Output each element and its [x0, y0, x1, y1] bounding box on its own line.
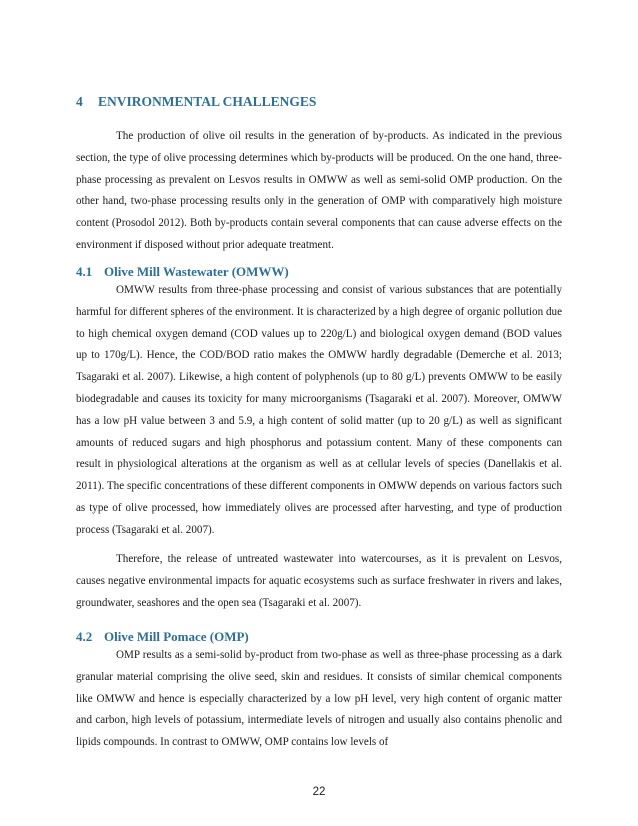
- subsection-number-omww: 4.1: [76, 264, 93, 279]
- section-heading: [76, 94, 316, 110]
- subsection-number-omp: 4.2: [76, 629, 93, 644]
- section-title: ENVIRONMENTAL CHALLENGES: [98, 94, 317, 109]
- subsection-title-omww: Olive Mill Wastewater (OMWW): [104, 264, 289, 279]
- omww-paragraph-2: Therefore, the release of untreated wastewater into watercourses, as it is prevalent on Lesvos, causes negative environmental impacts for aquatic ecosystems such as surface freshwater in rivers and lakes, groundwater, seashores and the open sea (Tsagaraki et al. 2007).: [76, 553, 562, 609]
- section-number: 4: [76, 94, 83, 109]
- omww-paragraph-1: OMWW results from three-phase processing and consist of various substances that are potentially harmful for different spheres of the environment. It is characterized by a high degree of organic pollution due to high chemical oxygen demand (COD values up to 220g/L) and biological oxygen demand (BOD values up to 170g/L). Hence, the COD/BOD ratio makes the OMWW hardly degradable (Demerche et al. 2013; Tsagaraki et al. 2007). Likewise, a high content of polyphenols (up to 80 g/L) prevents OMWW to be easily biodegradable and causes its toxicity for many microorganisms (Tsagaraki et al. 2007). Moreover, OMWW has a low pH value between 3 and 5.9, a high content of solid matter (up to 20 g/L) as well as significant amounts of reduced sugars and high phosphorus and potassium content. Many of these components can result in physiological alterations at the organism as well as at cellular levels of species (Danellakis et al. 2011). The specific concentrations of these different components in OMWW depends on various factors such as type of olive processed, how immediately olives are processed after harvesting, and type of production process (Tsagaraki et al. 2007).: [76, 284, 562, 536]
- page-number: 22: [312, 786, 326, 798]
- subsection-heading-omp: [76, 629, 249, 645]
- subsection-heading-omww: [76, 264, 289, 280]
- section-intro-paragraph: The production of olive oil results in the generation of by-products. As indicated in the previous section, the type of olive processing determines which by-products will be produced. On the one hand, three-phase processing as prevalent on Lesvos results in OMWW as well as semi-solid OMP production. On the other hand, two-phase processing results only in the generation of OMP with comparatively high moisture content (Prosodol 2012). Both by-products contain several components that can cause adverse effects on the environment if disposed without prior adequate treatment.: [76, 130, 562, 251]
- omp-paragraph-1: OMP results as a semi-solid by-product from two-phase as well as three-phase processing as a dark granular material comprising the olive seed, skin and residues. It consists of similar chemical components like OMWW and hence is especially characterized by a low pH level, very high content of organic matter and carbon, high levels of potassium, intermediate levels of nitrogen and usually also contains phenolic and lipids compounds. In contrast to OMWW, OMP contains low levels of: [76, 649, 562, 749]
- subsection-title-omp: Olive Mill Pomace (OMP): [104, 629, 249, 644]
